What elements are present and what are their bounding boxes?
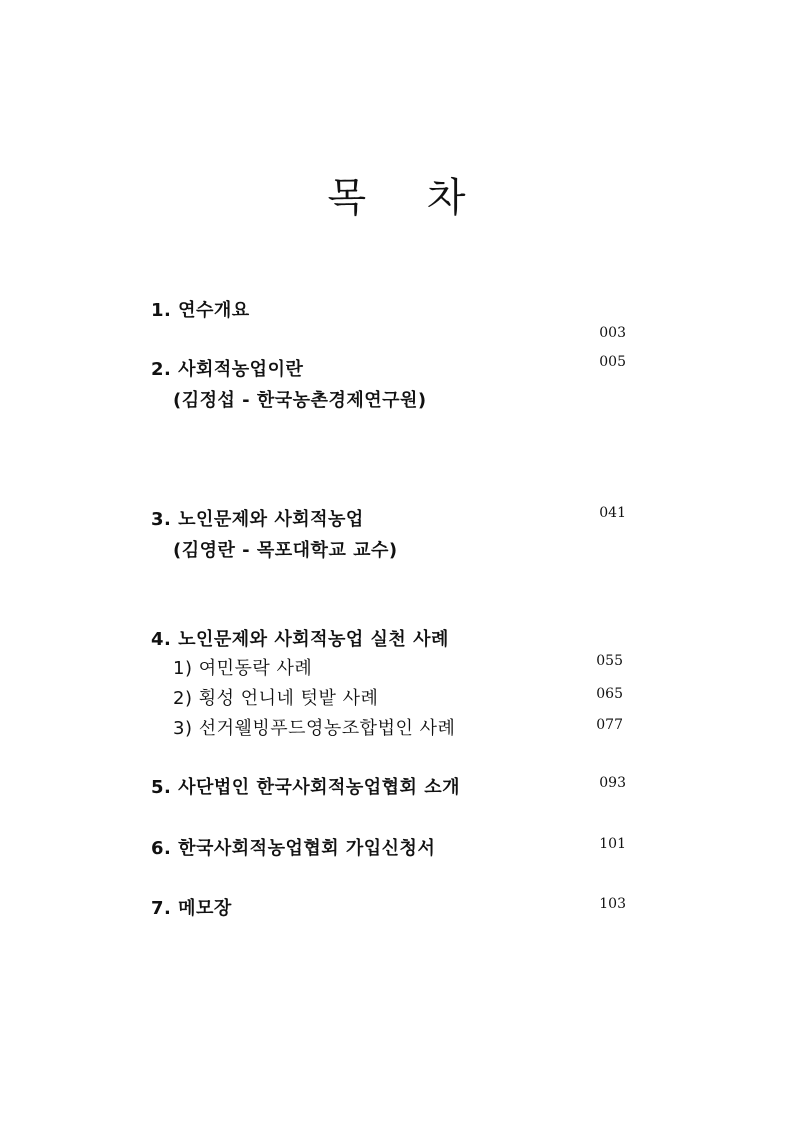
toc-entry-5-label: 5. 사단법인 한국사회적농업협회 소개 [151, 777, 460, 798]
toc-subentry-2-label: 2) 횡성 언니네 텃밭 사례 [173, 688, 379, 709]
toc-entry-3-author: (김영란 - 목포대학교 교수) [173, 540, 398, 561]
toc-subentry-3-label: 3) 선거웰빙푸드영농조합법인 사례 [173, 718, 456, 739]
toc-subentry-1-label: 1) 여민동락 사례 [173, 658, 313, 679]
toc-entry-1-label: 1. 연수개요 [151, 300, 250, 321]
toc-subentry-3-page: 077 [596, 717, 623, 733]
toc-entry-5-page: 093 [599, 775, 626, 791]
toc-entry-2-page: 005 [599, 354, 626, 370]
toc-entry-1-page: 003 [599, 325, 626, 341]
toc-entry-6-label: 6. 한국사회적농업협회 가입신청서 [151, 838, 436, 859]
toc-entry-6-page: 101 [599, 836, 626, 852]
toc-entry-7-page: 103 [599, 896, 626, 912]
page-title: 목 차 [327, 175, 490, 221]
toc-entry-3-page: 041 [599, 505, 626, 521]
toc-entry-2-label: 2. 사회적농업이란 [151, 359, 304, 380]
toc-subentry-1-page: 055 [596, 653, 623, 669]
toc-subentry-2-page: 065 [596, 686, 623, 702]
toc-entry-2-author: (김정섭 - 한국농촌경제연구원) [173, 390, 427, 411]
toc-entry-3-label: 3. 노인문제와 사회적농업 [151, 509, 364, 530]
toc-entry-4-label: 4. 노인문제와 사회적농업 실천 사례 [151, 629, 449, 650]
toc-entry-7-label: 7. 메모장 [151, 898, 232, 919]
